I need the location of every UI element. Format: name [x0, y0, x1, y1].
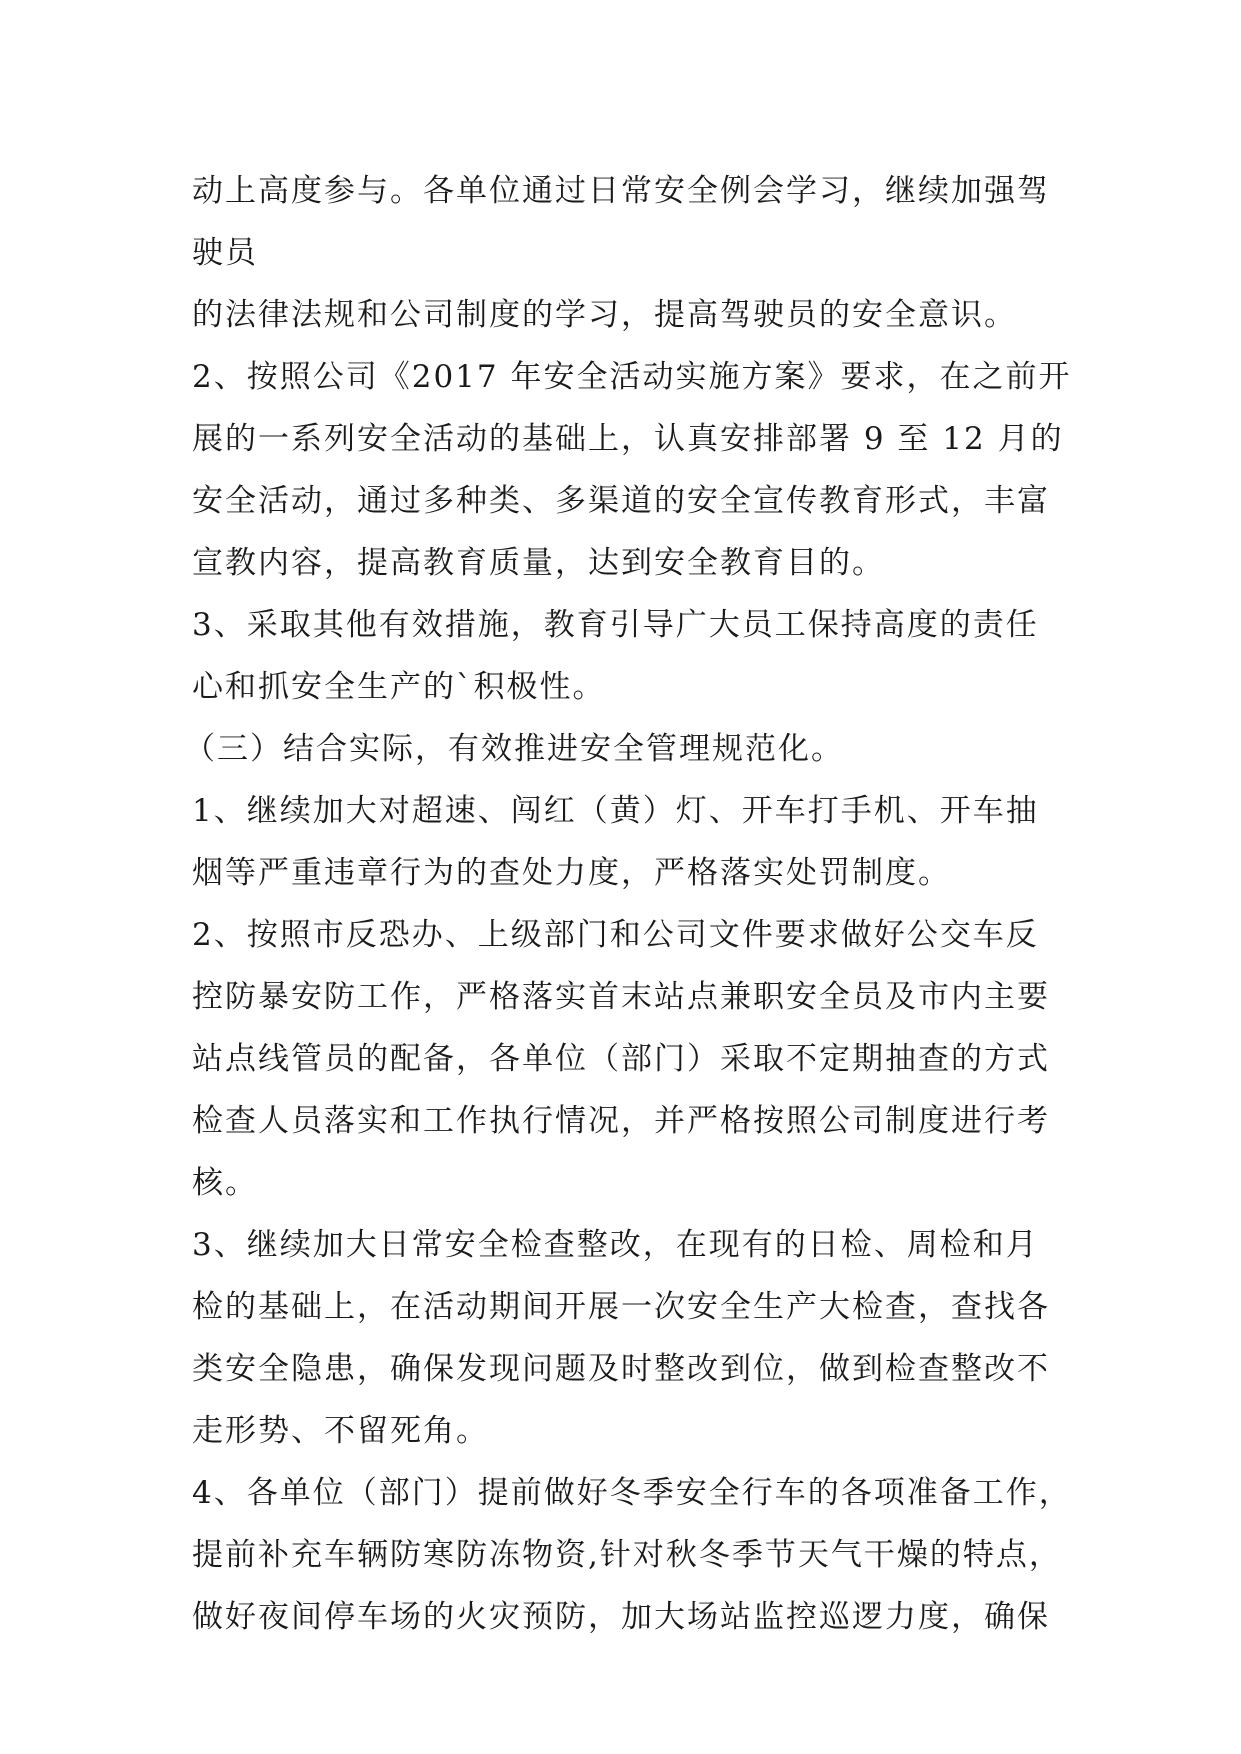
text-line: 1、继续加大对超速、闯红（黄）灯、开车打手机、开车抽: [192, 793, 1039, 829]
document-body: [184, 160, 1072, 1648]
text-line: 2、按照公司《2017 年安全活动实施方案》要求，在之前开: [192, 359, 1072, 395]
text-line: 控防暴安防工作，严格落实首末站点兼职安全员及市内主要: [192, 979, 1050, 1015]
text-line: 驶员: [192, 235, 258, 271]
text-line: 站点线管员的配备，各单位（部门）采取不定期抽查的方式: [192, 1041, 1050, 1077]
text-line: 类安全隐患，确保发现问题及时整改到位，做到检查整改不: [192, 1351, 1050, 1387]
text-line: 烟等严重违章行为的查处力度，严格落实处罚制度。: [192, 855, 951, 891]
text-line: 动上高度参与。各单位通过日常安全例会学习，继续加强驾: [192, 173, 1050, 209]
text-line: 心和抓安全生产的`积极性。: [192, 669, 606, 705]
section-heading: （三）结合实际，有效推进安全管理规范化。: [184, 731, 844, 767]
text-line: 的法律法规和公司制度的学习，提高驾驶员的安全意识。: [192, 297, 1017, 333]
text-line: 3、继续加大日常安全检查整改，在现有的日检、周检和月: [192, 1227, 1039, 1263]
text-line: 安全活动，通过多种类、多渠道的安全宣传教育形式，丰富: [192, 483, 1050, 519]
text-line: 核。: [192, 1165, 258, 1201]
text-line: 2、按照市反恐办、上级部门和公司文件要求做好公交车反: [192, 917, 1039, 953]
text-line: 3、采取其他有效措施，教育引导广大员工保持高度的责任: [192, 607, 1039, 643]
text-line: 展的一系列安全活动的基础上，认真安排部署 9 至 12 月的: [192, 421, 1064, 457]
text-line: 做好夜间停车场的火灾预防，加大场站监控巡逻力度，确保: [192, 1599, 1050, 1635]
text-line: 提前补充车辆防寒防冻物资,针对秋冬季节天气干燥的特点，: [192, 1537, 1062, 1573]
text-line: 检查人员落实和工作执行情况，并严格按照公司制度进行考: [192, 1103, 1050, 1139]
text-line: 4、各单位（部门）提前做好冬季安全行车的各项准备工作，: [192, 1475, 1072, 1511]
text-line: 宣教内容，提高教育质量，达到安全教育目的。: [192, 545, 885, 581]
text-line: 走形势、不留死角。: [192, 1413, 489, 1449]
text-line: 检的基础上，在活动期间开展一次安全生产大检查，查找各: [192, 1289, 1050, 1325]
